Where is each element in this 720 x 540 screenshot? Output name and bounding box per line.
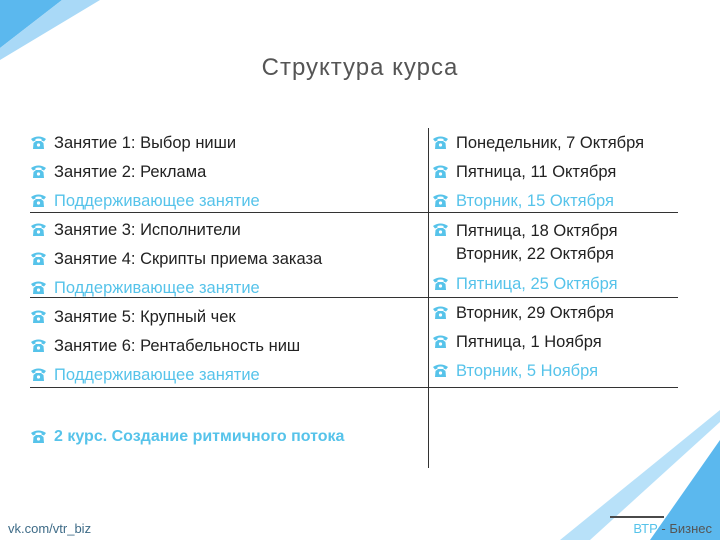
list-item-date [432,220,618,266]
list-item-label: Понедельник, 7 Октября [456,134,645,152]
list-item-label: Вторник, 5 Ноября [456,362,599,380]
list-item-date [432,133,644,153]
brand-suffix: - Бизнес [657,521,712,536]
list-item-label: Вторник, 29 Октября [456,304,614,322]
phone-icon [432,334,449,349]
list-item-lesson-6 [30,336,300,356]
phone-icon [432,305,449,320]
list-item-support [30,278,260,298]
list-item-label: Пятница, 1 Ноября [456,333,602,351]
list-item-label: Занятие 5: Крупный чек [54,308,236,326]
phone-icon [30,367,47,382]
phone-icon [30,251,47,266]
list-item-label: Поддерживающее занятие [54,366,260,384]
phone-icon [432,363,449,378]
phone-icon [30,429,47,444]
phone-icon [432,276,449,291]
list-item-label: Занятие 1: Выбор ниши [54,134,237,152]
phone-icon [30,164,47,179]
list-item-label: Занятие 4: Скрипты приема заказа [54,250,323,268]
list-item-lesson-3 [30,220,241,240]
list-item-course-2 [30,427,344,447]
phone-icon [30,135,47,150]
phone-icon [432,193,449,208]
list-item-label: Пятница, 11 Октября [456,163,617,181]
row-separator [30,212,678,213]
list-item-date [432,361,598,381]
list-item-label: Вторник, 15 Октября [456,192,614,210]
footer-divider [610,516,664,518]
list-item-lesson-5 [30,307,236,327]
list-item-label: Занятие 3: Исполнители [54,221,241,239]
list-item-label: Пятница, 25 Октября [456,275,618,293]
phone-icon [432,164,449,179]
phone-icon [432,135,449,150]
footer-brand [633,521,712,536]
list-item-support [30,365,260,385]
row-separator [30,387,678,388]
list-item-date [432,332,602,352]
list-item-label: Занятие 6: Рентабельность ниш [54,337,301,355]
phone-icon [30,338,47,353]
list-item-date [432,274,618,294]
list-item-date [432,162,616,182]
list-item-date [432,191,614,211]
list-item-date [432,303,614,323]
list-item-label: Пятница, 18 Октября Вторник, 22 Октября [456,222,618,263]
list-item-lesson-2 [30,162,206,182]
phone-icon [30,222,47,237]
list-item-label: Поддерживающее занятие [54,192,260,210]
phone-icon [30,309,47,324]
footer-link[interactable]: vk.com/vtr_biz [8,521,92,536]
list-item-lesson-1 [30,133,236,153]
list-item-lesson-4 [30,249,322,269]
list-item-label: 2 курс. Создание ритмичного потока [54,428,345,445]
phone-icon [432,222,449,237]
brand-name: ВТР [633,521,658,536]
page-title: Структура курса [261,54,459,81]
list-item-label: Занятие 2: Реклама [54,163,207,181]
list-item-support [30,191,260,211]
list-item-label: Поддерживающее занятие [54,279,260,297]
column-divider [428,128,429,468]
phone-icon [30,193,47,208]
phone-icon [30,280,47,295]
